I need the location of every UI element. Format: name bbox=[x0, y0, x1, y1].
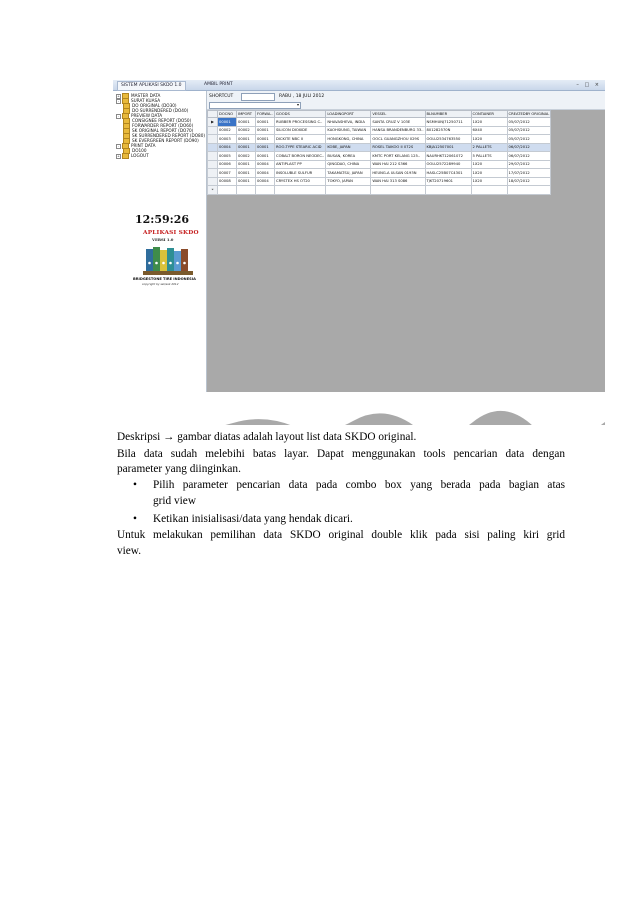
column-header[interactable]: BLNUMBER bbox=[425, 111, 471, 118]
table-cell[interactable]: 06/07/2012 bbox=[507, 152, 551, 161]
table-row[interactable] bbox=[208, 177, 551, 186]
torn-edge-decoration bbox=[113, 392, 605, 432]
search-parameter-combo[interactable] bbox=[209, 102, 301, 109]
table-cell[interactable]: NSMHUNJ71250711 bbox=[425, 118, 471, 127]
data-grid bbox=[207, 110, 551, 195]
list-item-text-continued: grid view bbox=[153, 495, 196, 507]
bullet-icon: • bbox=[133, 513, 137, 525]
selection-info-line1: Untuk melakukan pemilihan data SKDO original double klik pada sisi paling kiri grid bbox=[117, 529, 565, 541]
table-cell[interactable]: OOCL GUANGZHOU 029S bbox=[371, 135, 425, 144]
table-cell[interactable]: 00004 bbox=[256, 160, 275, 169]
window-controls[interactable]: – □ × bbox=[576, 82, 601, 88]
table-cell[interactable]: TOKYO, JAPAN bbox=[326, 177, 371, 186]
column-header[interactable]: FORWA.. bbox=[257, 112, 273, 116]
table-cell[interactable]: 1X20 bbox=[471, 118, 507, 127]
table-cell[interactable]: 00003 bbox=[218, 135, 237, 144]
table-cell[interactable]: 00002 bbox=[237, 152, 256, 161]
table-cell[interactable]: 1X20 bbox=[471, 177, 507, 186]
table-cell[interactable]: 00001 bbox=[237, 160, 256, 169]
table-cell[interactable]: 1X20 bbox=[471, 135, 507, 144]
row-selector[interactable] bbox=[208, 126, 218, 135]
column-header[interactable]: VESSEL bbox=[371, 111, 425, 118]
table-cell[interactable]: 00006 bbox=[218, 160, 237, 169]
table-cell[interactable]: ROSEL TAIKOO II 072S bbox=[371, 143, 425, 152]
grid-view-area bbox=[207, 110, 605, 425]
table-cell[interactable]: HASLC25B07C4301 bbox=[425, 169, 471, 178]
tree-item-label: PREVIEW DATA bbox=[131, 113, 163, 118]
table-cell[interactable]: 00001 bbox=[237, 169, 256, 178]
table-cell[interactable]: 00001 bbox=[237, 143, 256, 152]
description-paragraph bbox=[117, 430, 416, 445]
shortcut-label: SHORTCUT bbox=[209, 94, 234, 99]
description-text: gambar diatas adalah layout list data SKDO original. bbox=[174, 431, 417, 443]
table-cell[interactable]: 1X20 bbox=[471, 169, 507, 178]
table-cell[interactable]: WAN HAI 313 S086 bbox=[371, 177, 425, 186]
selection-info-line2: view. bbox=[117, 545, 142, 557]
table-row[interactable] bbox=[208, 169, 551, 178]
table-cell[interactable]: 00001 bbox=[256, 126, 275, 135]
row-selector[interactable] bbox=[208, 160, 218, 169]
tab-ambil-print[interactable]: AMBIL PRINT bbox=[204, 82, 233, 87]
tab-main-window[interactable]: SISTEM APLIKASI SKDO 1.0 bbox=[117, 81, 186, 91]
column-header[interactable]: DOCNO bbox=[218, 111, 237, 118]
table-row[interactable] bbox=[208, 118, 551, 127]
table-cell[interactable]: 00001 bbox=[237, 118, 256, 127]
table-cell[interactable]: KBJA12507001 bbox=[425, 143, 471, 152]
collapse-icon[interactable]: - bbox=[117, 113, 120, 118]
list-item-text: Ketikan inisialisasi/data yang hendak dicari. bbox=[153, 513, 353, 525]
toolbar bbox=[207, 91, 605, 110]
table-cell[interactable] bbox=[256, 186, 275, 195]
table-row[interactable] bbox=[208, 186, 551, 195]
table-cell[interactable]: 00004 bbox=[256, 177, 275, 186]
column-header[interactable]: CONTAINER bbox=[471, 111, 507, 118]
table-cell[interactable]: HEUNG-A ULSAN 0193N bbox=[371, 169, 425, 178]
tree-item-label: SK ORIGINAL REPORT (DO70) bbox=[132, 128, 194, 133]
table-row[interactable] bbox=[208, 160, 551, 169]
clock-display: 12:59:26 bbox=[135, 213, 190, 226]
tree-item-label: LOGOUT bbox=[131, 153, 149, 158]
row-selector[interactable] bbox=[208, 135, 218, 144]
table-cell[interactable]: BUSAN, KOREA bbox=[326, 152, 371, 161]
table-cell[interactable]: 2 PALLETS bbox=[471, 143, 507, 152]
table-cell[interactable]: 00002 bbox=[218, 126, 237, 135]
table-cell[interactable]: ANTIPLAST PP bbox=[275, 160, 326, 169]
table-row[interactable] bbox=[208, 126, 551, 135]
column-header[interactable] bbox=[208, 111, 218, 118]
table-cell[interactable]: 801282570N bbox=[425, 126, 471, 135]
tree-item-label: CONSIGNEE REPORT (DO50) bbox=[132, 118, 192, 123]
table-cell[interactable]: 00004 bbox=[256, 169, 275, 178]
row-selector[interactable] bbox=[208, 169, 218, 178]
table-cell[interactable]: OOLU2572289940 bbox=[425, 160, 471, 169]
collapse-icon[interactable]: - bbox=[117, 143, 120, 148]
table-cell[interactable]: 00007 bbox=[218, 169, 237, 178]
table-cell[interactable] bbox=[275, 186, 326, 195]
table-cell[interactable]: KAOHSIUNG, TAIWAN bbox=[326, 126, 371, 135]
table-cell[interactable]: 17/07/2012 bbox=[507, 169, 551, 178]
chevron-down-icon[interactable]: ▾ bbox=[296, 102, 299, 107]
table-cell[interactable]: 00001 bbox=[237, 135, 256, 144]
table-cell[interactable]: 00005 bbox=[218, 152, 237, 161]
expand-icon[interactable]: + bbox=[117, 153, 120, 158]
row-selector[interactable] bbox=[208, 177, 218, 186]
tree-item[interactable] bbox=[116, 153, 149, 159]
column-header[interactable]: LOADINGPORT bbox=[326, 111, 371, 118]
table-cell[interactable]: INSOLUBLE SULFUR bbox=[275, 169, 326, 178]
list-item-text: Pilih parameter pencarian data pada combo box yang berada pada bagian atas bbox=[153, 479, 565, 491]
folder-icon bbox=[122, 153, 129, 159]
table-row[interactable] bbox=[208, 135, 551, 144]
table-cell[interactable]: 00001 bbox=[237, 177, 256, 186]
description-label: Deskripsi bbox=[117, 431, 164, 443]
table-cell[interactable] bbox=[218, 186, 237, 195]
table-cell[interactable]: 00001 bbox=[256, 135, 275, 144]
table-row[interactable] bbox=[208, 143, 551, 152]
bullet-icon: • bbox=[133, 479, 137, 491]
table-row[interactable] bbox=[208, 152, 551, 161]
expand-icon[interactable]: + bbox=[117, 93, 120, 98]
table-cell[interactable]: 1X20 bbox=[471, 160, 507, 169]
table-cell[interactable]: NHAVASHEVA, INDIA bbox=[326, 118, 371, 127]
arrow-right-icon: → bbox=[163, 431, 175, 443]
table-cell[interactable]: SANTA CRUZ V 103E bbox=[371, 118, 425, 127]
table-cell[interactable]: 05/07/2012 bbox=[507, 135, 551, 144]
table-cell[interactable]: 05/07/2012 bbox=[507, 118, 551, 127]
search-info-line2: parameter yang diinginkan. bbox=[117, 463, 241, 475]
company-copyright: copyright by ssk/ssk 2012 bbox=[142, 282, 179, 286]
table-cell[interactable]: WAN HAI 212 S366 bbox=[371, 160, 425, 169]
table-cell[interactable]: 00001 bbox=[256, 143, 275, 152]
tree-item-label: MASTER DATA bbox=[131, 93, 161, 98]
table-cell[interactable]: 29/07/2012 bbox=[507, 160, 551, 169]
application-screenshot bbox=[113, 80, 605, 425]
table-cell[interactable]: 00002 bbox=[237, 126, 256, 135]
table-cell[interactable] bbox=[371, 186, 425, 195]
binders-logo-image bbox=[143, 245, 193, 275]
table-cell[interactable] bbox=[507, 186, 551, 195]
tree-item-label: DO100 bbox=[132, 148, 147, 153]
table-cell[interactable]: COBALT BORON NEODEC.. bbox=[275, 152, 326, 161]
table-cell[interactable]: 00008 bbox=[218, 177, 237, 186]
table-cell[interactable]: DICKITE NBC II bbox=[275, 135, 326, 144]
tree-item-label: DO ORIGINAL (DO30) bbox=[132, 103, 177, 108]
column-header[interactable]: GOODS bbox=[275, 111, 326, 118]
table-cell[interactable]: 5 PALLETS bbox=[471, 152, 507, 161]
table-cell[interactable]: TJKT20719601 bbox=[425, 177, 471, 186]
title-bar bbox=[113, 80, 605, 91]
tree-item-label: SURAT KUASA bbox=[131, 98, 161, 103]
table-cell[interactable]: NAURHKT12061072 bbox=[425, 152, 471, 161]
table-cell[interactable]: QINGDAO, CHINA bbox=[326, 160, 371, 169]
table-cell[interactable]: 00001 bbox=[218, 118, 237, 127]
grid-header-row bbox=[208, 111, 551, 118]
table-cell[interactable] bbox=[237, 186, 256, 195]
table-cell[interactable]: OOLU2534763550 bbox=[425, 135, 471, 144]
tree-item-label: SK EVERGREEN REPORT (DO90) bbox=[132, 138, 199, 143]
row-selector[interactable]: ▶ bbox=[208, 118, 218, 127]
table-cell[interactable]: HONGKONG, CHINA bbox=[326, 135, 371, 144]
table-cell[interactable]: 06/07/2012 bbox=[507, 143, 551, 152]
collapse-icon[interactable]: - bbox=[117, 98, 120, 103]
company-name: BRIDGESTONE TIRE INDONESIA bbox=[133, 277, 196, 281]
row-selector[interactable]: * bbox=[208, 186, 218, 195]
table-cell[interactable]: 00004 bbox=[218, 143, 237, 152]
table-cell[interactable]: 00001 bbox=[256, 152, 275, 161]
table-cell[interactable]: HANSA BRANDENBURG 33.. bbox=[371, 126, 425, 135]
table-cell[interactable]: SILICON DIOXIDE bbox=[275, 126, 326, 135]
table-cell[interactable]: 05/07/2012 bbox=[507, 126, 551, 135]
shortcut-input[interactable] bbox=[241, 93, 275, 101]
tree-item-label: SK SURRENDERED REPORT (DO80) bbox=[132, 133, 206, 138]
navigation-sidebar bbox=[113, 91, 207, 425]
tree-item-label: FORWARDER REPORT (DO60) bbox=[132, 123, 194, 128]
current-date: RABU , 18 JULI 2012 bbox=[279, 94, 325, 99]
table-cell[interactable]: CRYSTEX HS OT20 bbox=[275, 177, 326, 186]
row-selector[interactable] bbox=[208, 143, 218, 152]
table-cell[interactable]: 18/07/2012 bbox=[507, 177, 551, 186]
table-cell[interactable] bbox=[425, 186, 471, 195]
row-selector[interactable] bbox=[208, 152, 218, 161]
column-header[interactable]: IMPORT bbox=[237, 111, 256, 118]
table-cell[interactable]: ROO-TYPE STEARIC ACID bbox=[275, 143, 326, 152]
table-cell[interactable]: TAKAMATSU, JAPAN bbox=[326, 169, 371, 178]
table-cell[interactable]: KMTC PORT KELANG 125.. bbox=[371, 152, 425, 161]
tree-item-label: PRINT DATA bbox=[131, 143, 156, 148]
column-header[interactable]: CREATEDBY ORIGINAL bbox=[508, 112, 550, 116]
table-cell[interactable] bbox=[471, 186, 507, 195]
tree-item-label: DO SURRENDERED (DO40) bbox=[132, 108, 189, 113]
table-cell[interactable]: 6X40 bbox=[471, 126, 507, 135]
search-info-line1: Bila data sudah melebihi batas layar. Dapat menggunakan tools pencarian data dengan bbox=[117, 448, 565, 460]
table-cell[interactable]: RUBBER PROCESSING C.. bbox=[275, 118, 326, 127]
table-cell[interactable] bbox=[326, 186, 371, 195]
app-title: APLIKASI SKDO bbox=[143, 230, 199, 236]
table-cell[interactable]: 00001 bbox=[256, 118, 275, 127]
app-version: VERSI 1.0 bbox=[152, 237, 174, 242]
table-cell[interactable]: KOBE, JAPAN bbox=[326, 143, 371, 152]
